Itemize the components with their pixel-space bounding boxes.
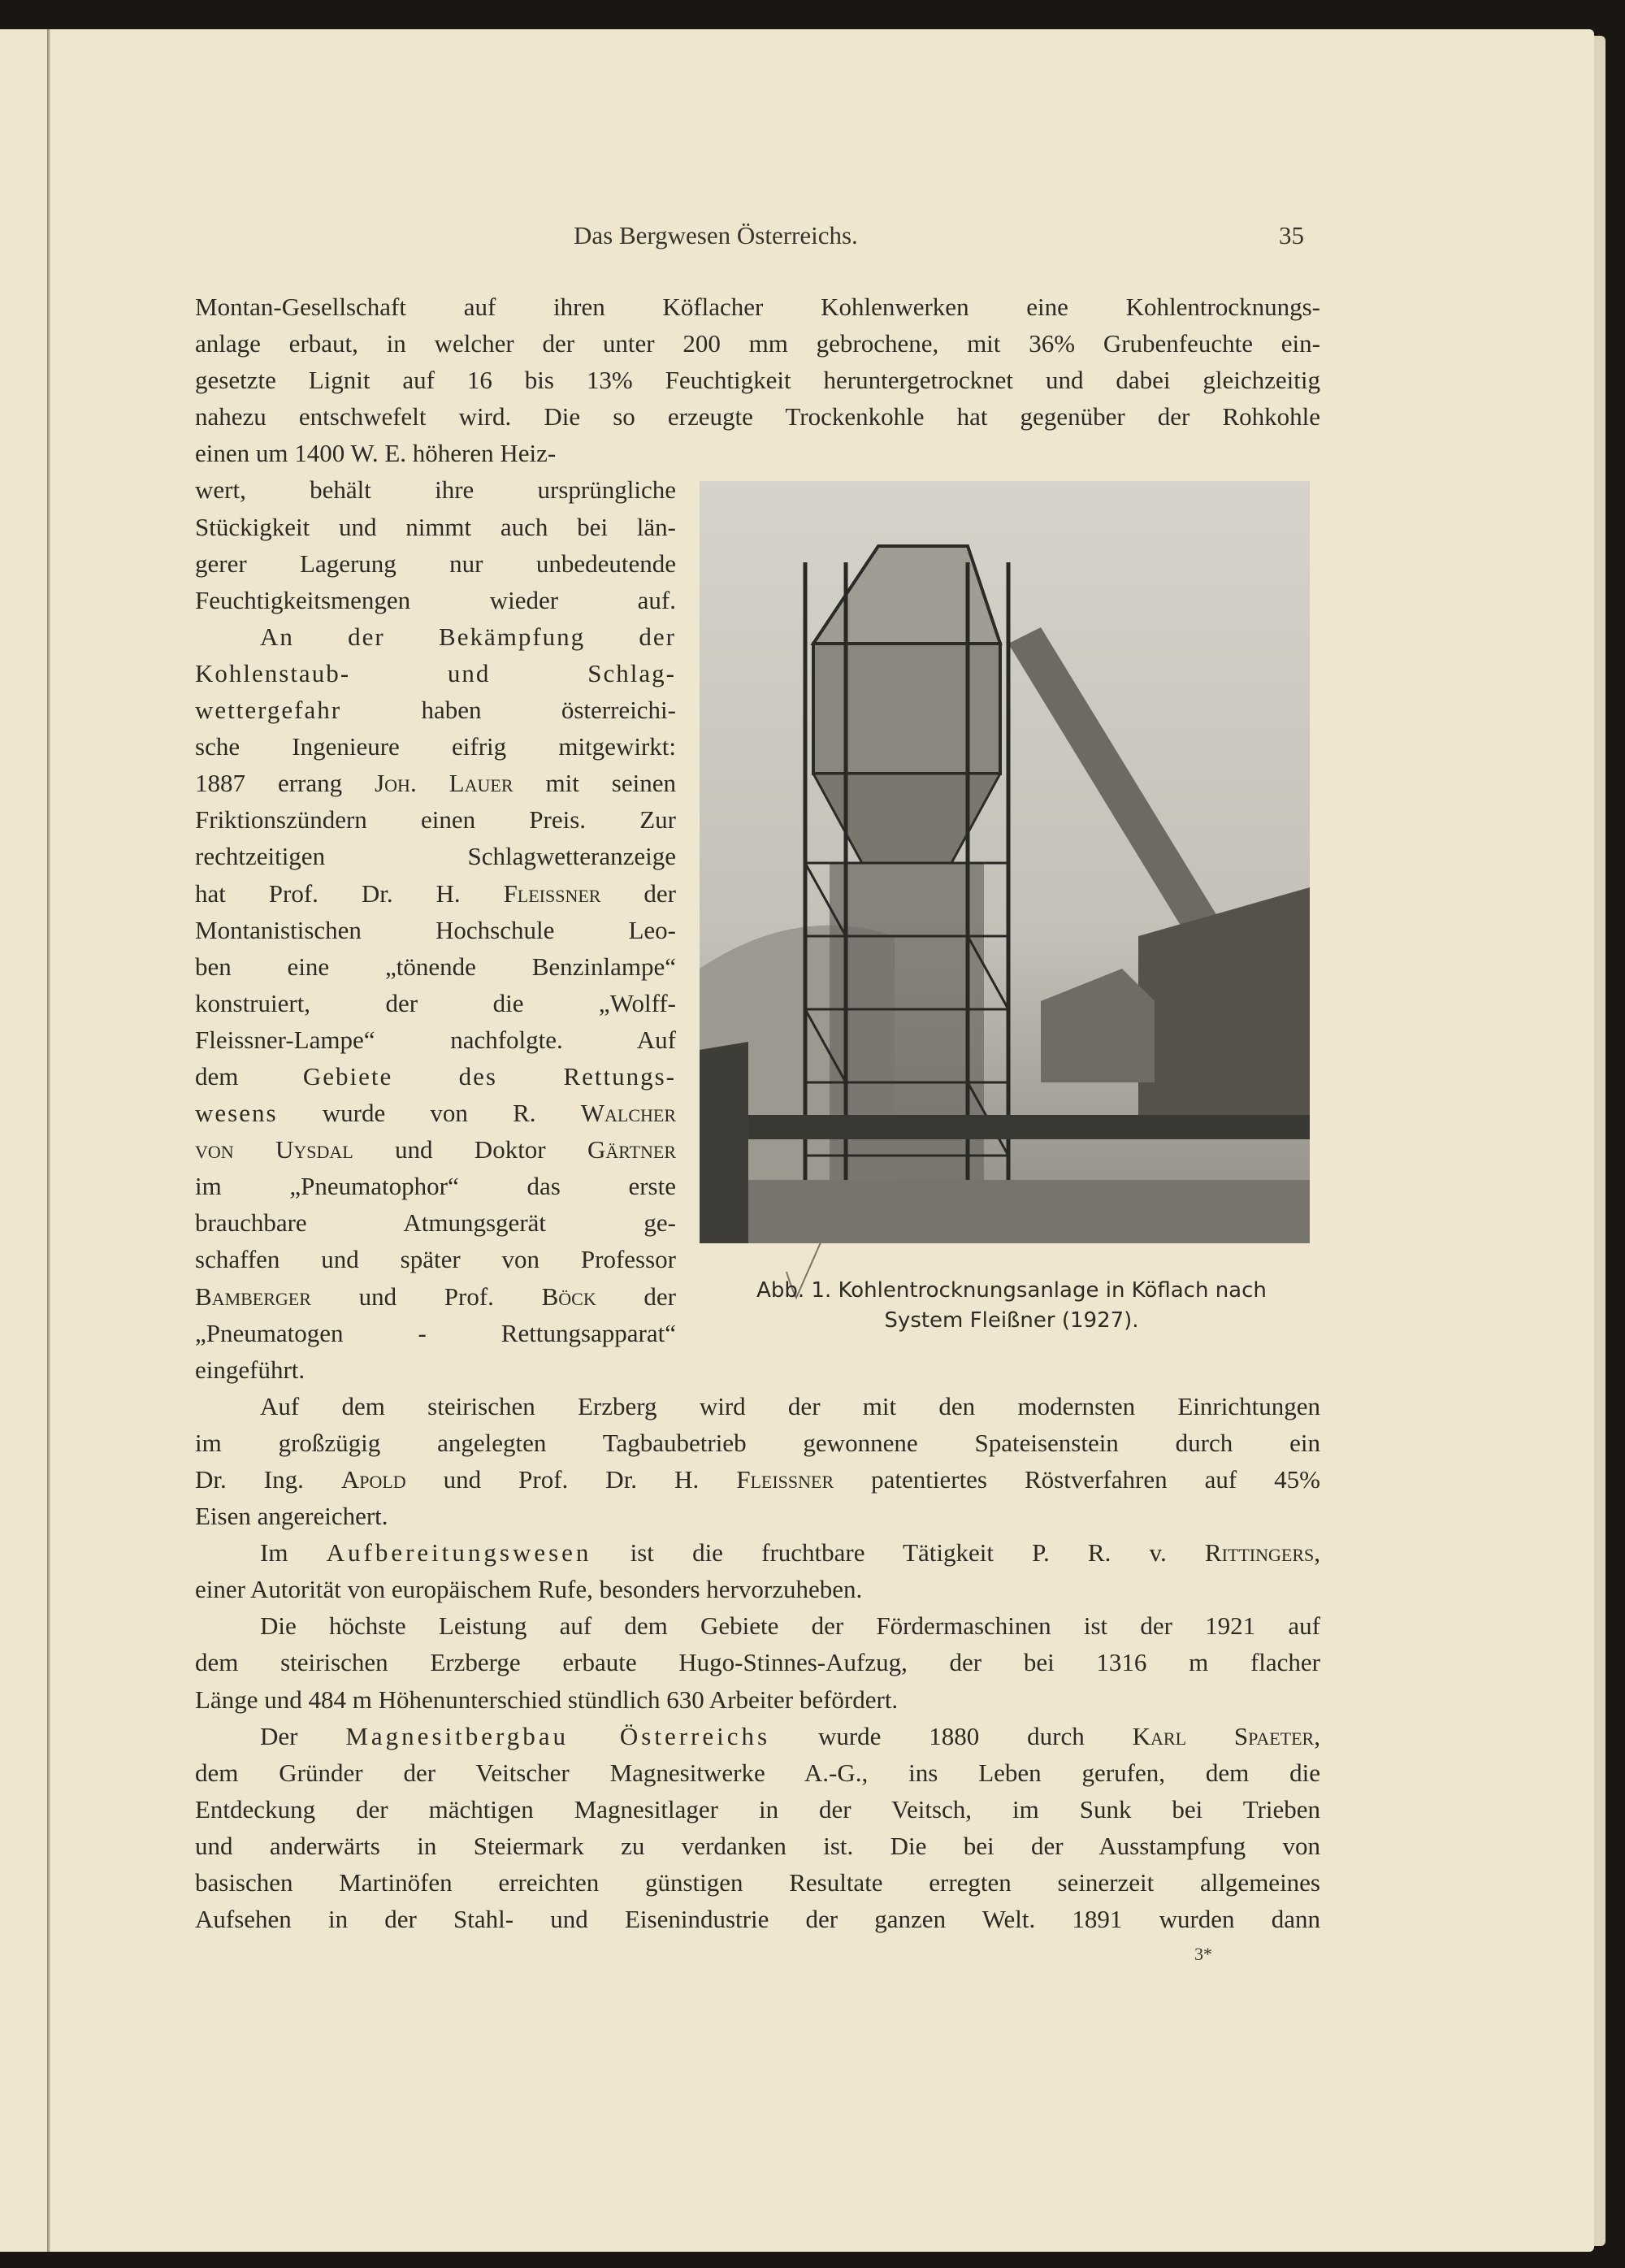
small-caps-name: Böck [541,1281,596,1311]
spaced-emphasis: Gebiete des Rettungs- [302,1061,676,1091]
text-line [195,582,676,618]
text-segment: wurde 1880 durch [770,1721,1133,1750]
text-line [195,1131,676,1168]
text-line [195,838,676,874]
text-segment: Im [260,1538,327,1568]
text-line [195,1534,1320,1571]
text-segment: Länge und 484 m Höhenunterschied stündlich 630 Arbeiter befördert. [195,1685,899,1714]
page-number: 35 [1279,221,1304,249]
small-caps-name: Joh. Lauer [375,769,514,798]
text-segment: Eisen angereichert. [195,1502,388,1531]
gutter-line [47,29,50,2252]
text-line [195,1351,676,1388]
text-segment: und anderwärts in Steiermark zu verdanken ist. Die bei der Ausstampfung von [195,1831,1320,1860]
text-segment: Friktionszündern einen Preis. Zur [195,805,676,835]
text-segment: Der [260,1721,346,1750]
text-segment: Fleissner-Lampe“ nachfolgte. Auf [195,1025,676,1054]
text-segment: sche Ingenieure eifrig mitgewirkt: [195,732,676,761]
text-segment: haben österreichi- [341,696,676,725]
text-line [195,1571,1320,1607]
text-segment: im großzügig angelegten Tagbaubetrieb gewonnene Spateisenstein durch ein [195,1428,1320,1457]
text-segment: im „Pneumatophor“ das erste [195,1172,676,1201]
text-segment: basischen Martinöfen erreichten günstigen Resultate erregten seinerzeit allgemeines [195,1868,1320,1897]
text-segment: der [596,1281,676,1311]
text-segment: dem Gründer der Veitscher Magnesitwerke A.-G., ins Leben gerufen, dem die [195,1758,1320,1787]
text-segment: ist die fruchtbare Tätigkeit P. R. v. [592,1538,1205,1568]
text-line [195,1498,1320,1534]
text-segment: wert, behält ihre ursprüngliche [195,475,676,505]
small-caps-name: Rittingers [1204,1538,1315,1568]
text-line [195,1864,1320,1901]
figure-caption [707,1276,1316,1336]
text-segment: 1887 errang [195,769,375,798]
text-line [195,398,1320,435]
text-segment: Montan-Gesellschaft auf ihren Köflacher Kohlenwerken eine Kohlentrocknungs- [195,293,1320,321]
signature-mark: 3* [1194,1944,1212,1964]
text-line [195,875,676,912]
text-line [195,1425,1320,1461]
text-line [195,801,676,838]
text-line [195,435,1320,471]
text-segment: rechtzeitigen Schlagwetteranzeige [195,842,676,871]
text-line [195,1168,676,1204]
text-line [195,1241,676,1277]
caption-line-2: System Fleißner (1927). [884,1308,1139,1333]
spaced-emphasis: Magnesitbergbau Österreichs [345,1721,771,1750]
text-segment: Entdeckung der mächtigen Magnesitlager in der Veitsch, im Sunk bei Trieben [195,1794,1320,1824]
small-caps-name: von Uysdal [195,1135,353,1164]
text-line [195,948,676,985]
text-segment: Montanistischen Hochschule Leo- [195,915,676,944]
text-line [195,655,676,692]
small-caps-name: Gärtner [587,1135,677,1164]
text-line [195,545,676,582]
text-segment: dem steirischen Erzberge erbaute Hugo-Stinnes-Aufzug, der bei 1316 m flacher [195,1648,1320,1677]
text-line [195,1681,1320,1718]
text-line [195,1644,1320,1680]
text-segment: mit seinen [513,769,676,798]
running-title: Das Bergwesen Österreichs. [574,221,858,249]
text-line [195,1388,1320,1425]
text-line [195,728,676,765]
text-line [195,509,676,545]
text-segment: Dr. Ing. [195,1465,341,1494]
text-segment: anlage erbaut, in welcher der unter 200 mm gebrochene, mit 36% Grubenfeuchte ein- [195,329,1320,358]
text-segment: Die höchste Leistung auf dem Gebiete der Fördermaschinen ist der 1921 auf [260,1611,1320,1641]
text-line [195,1095,676,1131]
small-caps-name: Karl Spaeter [1132,1721,1315,1750]
text-segment: ben eine „tönende Benzinlampe“ [195,952,676,981]
small-caps-name: Fleissner [503,878,601,908]
text-segment: und Prof. [310,1281,542,1311]
text-segment: einen um 1400 W. E. höheren Heiz- [195,439,557,468]
figure-photo [700,481,1310,1243]
text-line [195,1901,1320,1937]
text-segment: „Pneumatogen - Rettungsapparat“ [195,1318,676,1347]
text-segment: Auf dem steirischen Erzberg wird der mit den modernsten Einrichtungen [260,1391,1320,1420]
small-caps-name: Fleissner [736,1465,834,1494]
text-segment: wurde von R. [277,1099,581,1128]
coal-drying-plant-photo [700,481,1310,1243]
text-line [195,288,1320,325]
text-line [195,325,1320,362]
text-line [195,1278,676,1315]
spaced-emphasis: wesens [195,1099,278,1128]
text-segment: , [1314,1538,1321,1568]
text-segment: brauchbare Atmungsgerät ge- [195,1208,676,1238]
text-line [195,1718,1320,1754]
text-line [195,1607,1320,1644]
text-segment: konstruiert, der die „Wolff- [195,988,676,1017]
text-segment: , [1314,1721,1320,1750]
text-line [195,1058,676,1095]
text-line [195,1754,1320,1791]
text-segment: hat Prof. Dr. H. [195,878,504,908]
small-caps-name: Walcher [580,1099,676,1128]
text-line [195,1461,1320,1498]
text-line [195,471,676,508]
text-segment: eingeführt. [195,1355,306,1384]
text-segment: dem [195,1061,303,1091]
spaced-emphasis: wettergefahr [195,696,342,725]
small-caps-name: Bamberger [195,1281,311,1311]
caption-line-1: Abb. 1. Kohlentrocknungsanlage in Köflach nach [756,1278,1267,1303]
text-segment: schaffen und später von Professor [195,1245,676,1274]
text-segment: Aufsehen in der Stahl- und Eisenindustrie der ganzen Welt. 1891 wurden dann [195,1905,1320,1934]
text-line [195,1204,676,1241]
text-segment: und Prof. Dr. H. [405,1465,737,1494]
text-segment: einer Autorität von europäischem Rufe, besonders hervorzuheben. [195,1575,863,1604]
small-caps-name: Apold [340,1465,406,1494]
text-segment: gesetzte Lignit auf 16 bis 13% Feuchtigkeit heruntergetrocknet und dabei gleichzeitig [195,366,1320,395]
text-line [195,765,676,801]
text-line [195,985,676,1021]
text-segment: patentiertes Röstverfahren auf 45% [834,1465,1321,1494]
text-segment: Feuchtigkeitsmengen wieder auf. [195,585,676,614]
text-line [195,362,1320,398]
page-edge [1594,36,1606,2246]
text-segment: nahezu entschwefelt wird. Die so erzeugte Trockenkohle hat gegenüber der Rohkohle [195,402,1320,431]
text-segment: und Doktor [353,1135,587,1164]
text-line [195,1791,1320,1828]
text-segment: Stückigkeit und nimmt auch bei län- [195,512,676,541]
spaced-emphasis: An der Bekämpfung der [260,622,676,651]
text-line [195,1828,1320,1864]
spaced-emphasis: Aufbereitungswesen [326,1538,592,1568]
spaced-emphasis: Kohlenstaub- und Schlag- [195,658,676,687]
text-line [195,1315,676,1351]
text-segment: der [600,878,676,908]
text-line [195,692,676,728]
text-line [195,618,676,655]
text-line [195,912,676,948]
text-segment: gerer Lagerung nur unbedeutende [195,549,676,578]
text-line [195,1021,676,1058]
